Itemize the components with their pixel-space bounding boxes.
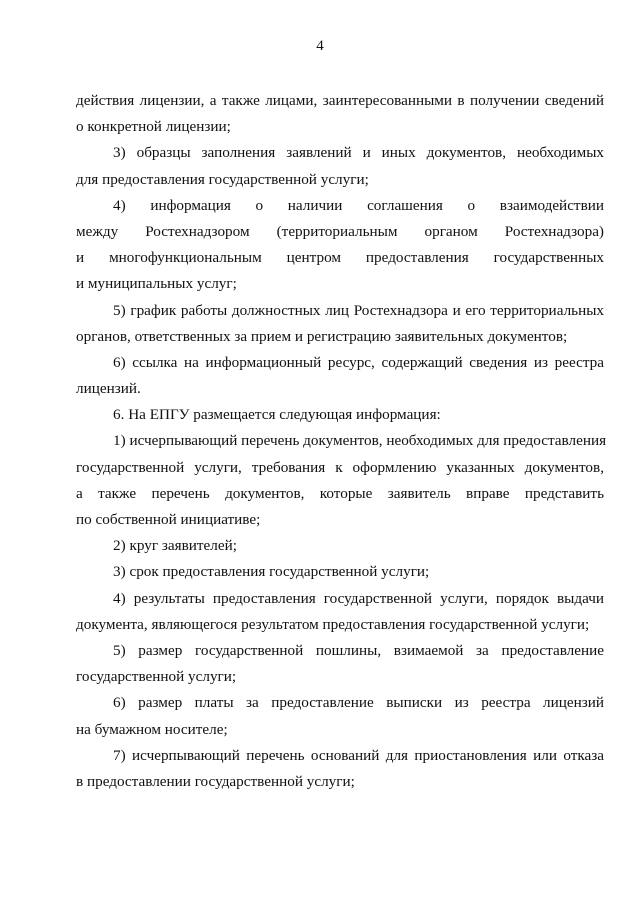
- text-line: 4) информация о наличии соглашения о взаимодействии: [113, 196, 604, 214]
- text-line: 5) график работы должностных лиц Ростехнадзора и его территориальных: [113, 301, 604, 319]
- text-line: государственной услуги;: [76, 668, 237, 686]
- text-line: в предоставлении государственной услуги;: [76, 772, 355, 790]
- text-line: 7) исчерпывающий перечень оснований для приостановления или отказа: [113, 746, 604, 764]
- text-line: по собственной инициативе;: [76, 511, 261, 528]
- page-number: 4: [316, 38, 324, 54]
- text-line: 6. На ЕПГУ размещается следующая информация:: [113, 406, 441, 424]
- text-line: для предоставления государственной услуги;: [76, 170, 369, 188]
- text-line: документа, являющегося результатом предоставления государственной услуги;: [76, 615, 590, 633]
- text-line: и многофункциональным центром предоставления государственных: [76, 249, 604, 267]
- text-line: на бумажном носителе;: [76, 720, 228, 738]
- text-line: 2) круг заявителей;: [113, 537, 237, 555]
- text-line: и муниципальных услуг;: [76, 275, 237, 293]
- text-line: лицензий.: [76, 380, 141, 398]
- text-line: 3) срок предоставления государственной услуги;: [113, 563, 430, 581]
- text-line: действия лицензии, а также лицами, заинтересованными в получении сведений: [76, 92, 604, 109]
- text-line: 5) размер государственной пошлины, взимаемой за предоставление: [113, 641, 604, 659]
- text-line: органов, ответственных за прием и регистрацию заявительных документов;: [76, 327, 568, 345]
- text-line: 6) ссылка на информационный ресурс, содержащий сведения из реестра: [113, 353, 604, 371]
- text-line: 4) результаты предоставления государственной услуги, порядок выдачи: [113, 589, 604, 607]
- text-line: о конкретной лицензии;: [76, 118, 231, 136]
- document-body: [76, 88, 607, 795]
- text-line: между Ростехнадзором (территориальным органом Ростехнадзора): [76, 222, 604, 240]
- text-line: 1) исчерпывающий перечень документов, необходимых для предоставления: [113, 432, 607, 450]
- text-line: 6) размер платы за предоставление выписки из реестра лицензий: [113, 694, 604, 712]
- text-line: государственной услуги, требования к оформлению указанных документов,: [76, 458, 604, 476]
- text-line: а также перечень документов, которые заявитель вправе представить: [76, 484, 604, 502]
- text-line: 3) образцы заполнения заявлений и иных документов, необходимых: [113, 144, 604, 162]
